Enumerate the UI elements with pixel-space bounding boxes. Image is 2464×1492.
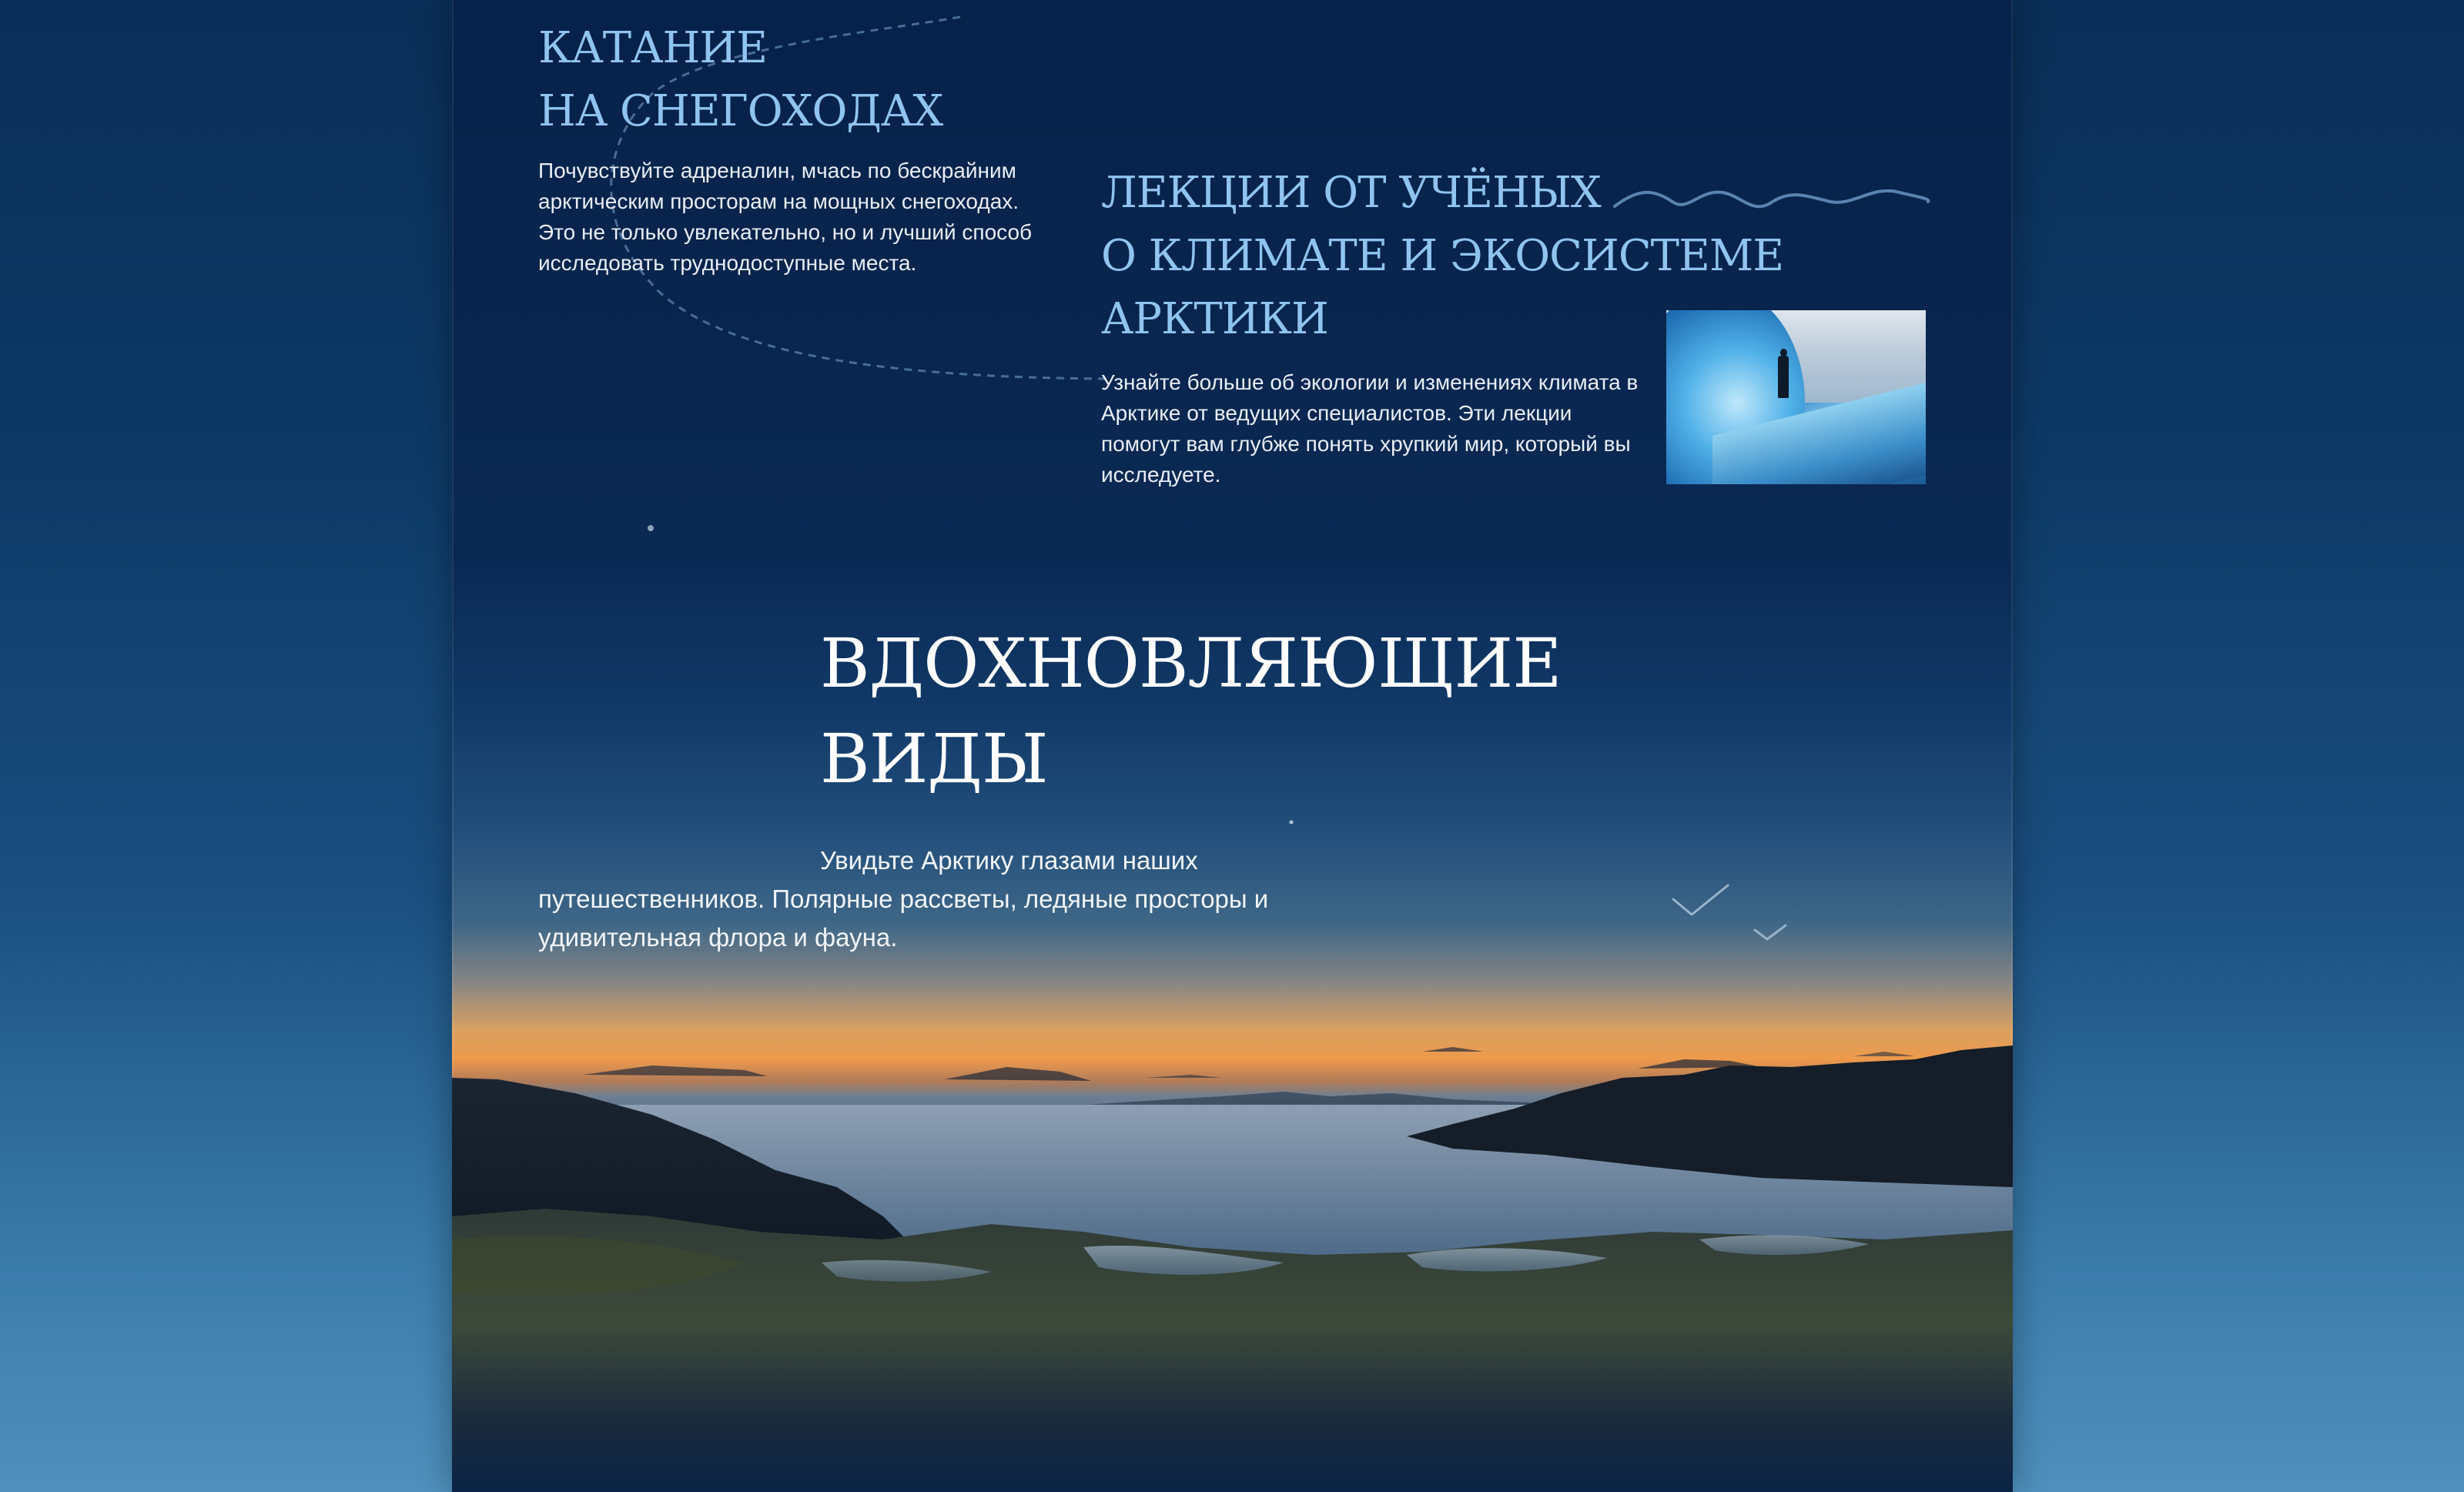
lectures-title-line1: ЛЕКЦИИ ОТ УЧЁНЫХ bbox=[1101, 168, 1601, 218]
snowmobile-text: Почувствуйте адреналин, мчась по бескрайним арктическим просторам на мощных снегоходах. Это не только увлекательно, но и лучший способ исследовать труднодоступные места. bbox=[538, 159, 1033, 275]
bird-icon-small bbox=[1755, 925, 1786, 939]
views-title-line2: ВИДЫ bbox=[820, 719, 1048, 798]
views-title-line1: ВДОХНОВЛЯЮЩИЕ bbox=[820, 624, 1562, 703]
cloud bbox=[583, 1065, 768, 1076]
ice-cave-photo bbox=[1666, 310, 1926, 484]
cloud bbox=[945, 1067, 1091, 1081]
content-panel bbox=[452, 0, 2013, 1492]
cloud bbox=[1853, 1052, 1915, 1056]
bird-icon bbox=[1673, 885, 1728, 915]
snowmobile-title-line2: НА СНЕГОХОДАХ bbox=[538, 86, 943, 136]
snowmobile-title bbox=[538, 17, 942, 143]
cloud bbox=[1145, 1075, 1222, 1078]
lectures-title-line2: О КЛИМАТЕ И ЭКОСИСТЕМЕ bbox=[1101, 231, 1784, 281]
lectures-text: Узнайте больше об экологии и изменениях климата в Арктике от ведущих специалистов. Эти лекции помогут вам глубже понять хрупкий мир, который вы исследуете. bbox=[1101, 370, 1639, 487]
star-dot bbox=[648, 525, 654, 531]
arctic-sunset-photo bbox=[452, 985, 2013, 1492]
views-title bbox=[820, 616, 1561, 807]
views-text: Увидьте Арктику глазами наших путешественников. Полярные рассветы, ледяные просторы и удивительная флора и фауна. bbox=[538, 846, 1269, 952]
snowmobile-title-line1: КАТАНИЕ bbox=[538, 23, 768, 73]
cloud bbox=[1422, 1047, 1484, 1052]
photo-person-silhouette bbox=[1776, 349, 1790, 398]
star-dot bbox=[1290, 821, 1294, 825]
lectures-title-line3: АРКТИКИ bbox=[1101, 294, 1328, 344]
